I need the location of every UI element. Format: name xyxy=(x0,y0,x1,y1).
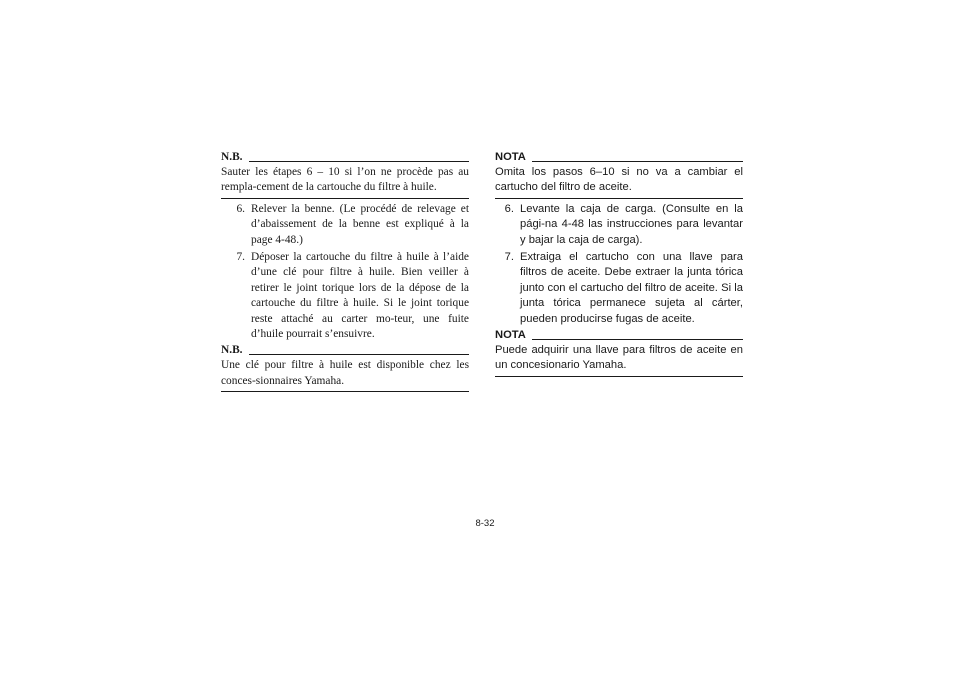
step-text: Extraiga el cartucho con una llave para filtros de aceite. Debe extraer la junta tórica junto con el cartucho del filtro de aceite. Si la junta tórica permanece sujeta al cárter, pueden producirse fugas de aceite. xyxy=(520,251,743,325)
note-header xyxy=(495,328,743,343)
note-label: N.B. xyxy=(221,344,243,357)
note-header-rule xyxy=(532,161,743,162)
step-text: Relever la benne. (Le procédé de relevage et d’abaissement de la benne est expliqué à la page 4-48.) xyxy=(251,202,469,246)
step-item xyxy=(221,250,469,342)
step-item xyxy=(221,202,469,248)
step-number: 6. xyxy=(236,202,245,215)
note-end-rule xyxy=(495,198,743,199)
note-header-rule xyxy=(249,354,469,355)
note-end-rule xyxy=(221,198,469,199)
step-number: 7. xyxy=(236,251,245,264)
step-item xyxy=(495,250,743,327)
note-text: Une clé pour filtre à huile est disponible chez les conces-sionnaires Yamaha. xyxy=(221,359,469,387)
note-end-rule xyxy=(495,376,743,377)
note-header-rule xyxy=(532,339,743,340)
note-end-rule xyxy=(221,391,469,392)
step-list xyxy=(221,202,469,343)
note-text: Sauter les étapes 6 – 10 si l’on ne procède pas au rempla-cement de la cartouche du filtre à huile. xyxy=(221,166,469,194)
step-list xyxy=(495,202,743,327)
step-number: 7. xyxy=(504,251,514,264)
note-header xyxy=(495,150,743,165)
note-header xyxy=(221,343,469,358)
note-header-rule xyxy=(249,161,469,162)
french-column xyxy=(221,150,469,395)
spanish-column xyxy=(495,150,743,380)
note-label: N.B. xyxy=(221,150,243,163)
step-item xyxy=(495,202,743,248)
note-header xyxy=(221,150,469,165)
note-text: Omita los pasos 6–10 si no va a cambiar el cartucho del filtro de aceite. xyxy=(495,166,743,194)
page-number: 8-32 xyxy=(475,518,495,529)
note-label: NOTA xyxy=(495,150,526,163)
note-text: Puede adquirir una llave para filtros de aceite en un concesionario Yamaha. xyxy=(495,344,743,372)
step-number: 6. xyxy=(504,202,514,215)
step-text: Déposer la cartouche du filtre à huile à l’aide d’une clé pour filtre à huile. Bien veiller à retirer le joint torique lors de la dépose de la cartouche du filtre à huile. Si le joint torique reste attaché au carter mo-teur, une fuite d’huile pourrait s’ensuivre. xyxy=(251,251,469,341)
step-text: Levante la caja de carga. (Consulte en la pági-na 4-48 las instrucciones para levantar y bajar la caja de carga). xyxy=(520,202,743,246)
note-label: NOTA xyxy=(495,328,526,341)
